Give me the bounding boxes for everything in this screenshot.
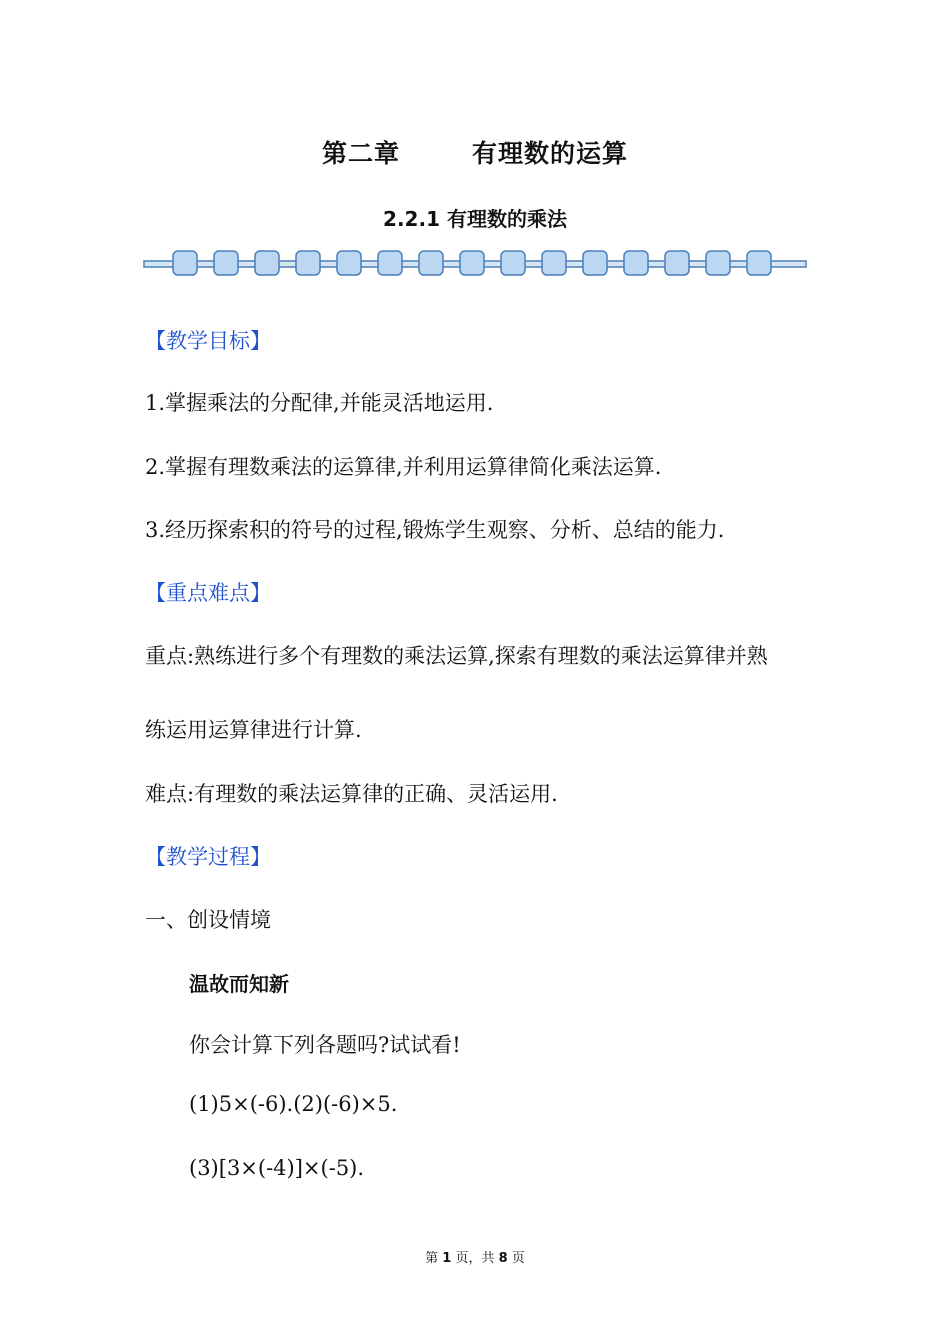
divider-bead	[296, 251, 320, 275]
review-title: 温故而知新	[189, 972, 289, 996]
divider-bead	[665, 251, 689, 275]
chapter-label: 第二章	[321, 139, 400, 168]
objectives-heading: 【教学目标】	[145, 329, 271, 353]
objective-item: 2.掌握有理数乘法的运算律,并利用运算律简化乘法运算.	[145, 455, 662, 479]
difficulty-text: 难点:有理数的乘法运算律的正确、灵活运用.	[145, 782, 558, 806]
bead-divider	[143, 248, 809, 278]
divider-bead	[214, 251, 238, 275]
step-title: 一、创设情境	[145, 908, 271, 932]
divider-bead	[542, 251, 566, 275]
page-footer	[0, 1247, 950, 1266]
divider-bead	[378, 251, 402, 275]
focus-text-continued: 练运用运算律进行计算.	[145, 718, 362, 742]
section-title: 2.2.1 有理数的乘法	[383, 207, 567, 231]
footer-suffix: 页	[511, 1251, 525, 1266]
divider-bead	[255, 251, 279, 275]
divider-bead	[337, 251, 361, 275]
divider-bead	[706, 251, 730, 275]
prompt-text: 你会计算下列各题吗?试试看!	[189, 1033, 461, 1057]
objective-item: 3.经历探索积的符号的过程,锻炼学生观察、分析、总结的能力.	[145, 518, 725, 542]
chapter-title	[0, 134, 950, 170]
focus-text: 重点:熟练进行多个有理数的乘法运算,探索有理数的乘法运算律并熟	[145, 644, 768, 668]
chapter-name: 有理数的运算	[472, 139, 629, 168]
objective-item: 1.掌握乘法的分配律,并能灵活地运用.	[145, 391, 494, 415]
footer-middle: 页，共	[455, 1251, 495, 1266]
divider-bead	[173, 251, 197, 275]
divider-bead	[624, 251, 648, 275]
footer-prefix: 第	[425, 1251, 439, 1266]
divider-bead	[460, 251, 484, 275]
key-points-heading: 【重点难点】	[145, 581, 271, 605]
problem-line: (3)[3×(-4)]×(-5).	[189, 1156, 365, 1180]
problem-line: (1)5×(-6).(2)(-6)×5.	[189, 1092, 398, 1116]
divider-bead	[747, 251, 771, 275]
current-page-number: 1	[442, 1251, 452, 1266]
process-heading: 【教学过程】	[145, 845, 271, 869]
divider-bead	[583, 251, 607, 275]
total-page-number: 8	[498, 1251, 508, 1266]
divider-bead	[419, 251, 443, 275]
divider-bead	[501, 251, 525, 275]
